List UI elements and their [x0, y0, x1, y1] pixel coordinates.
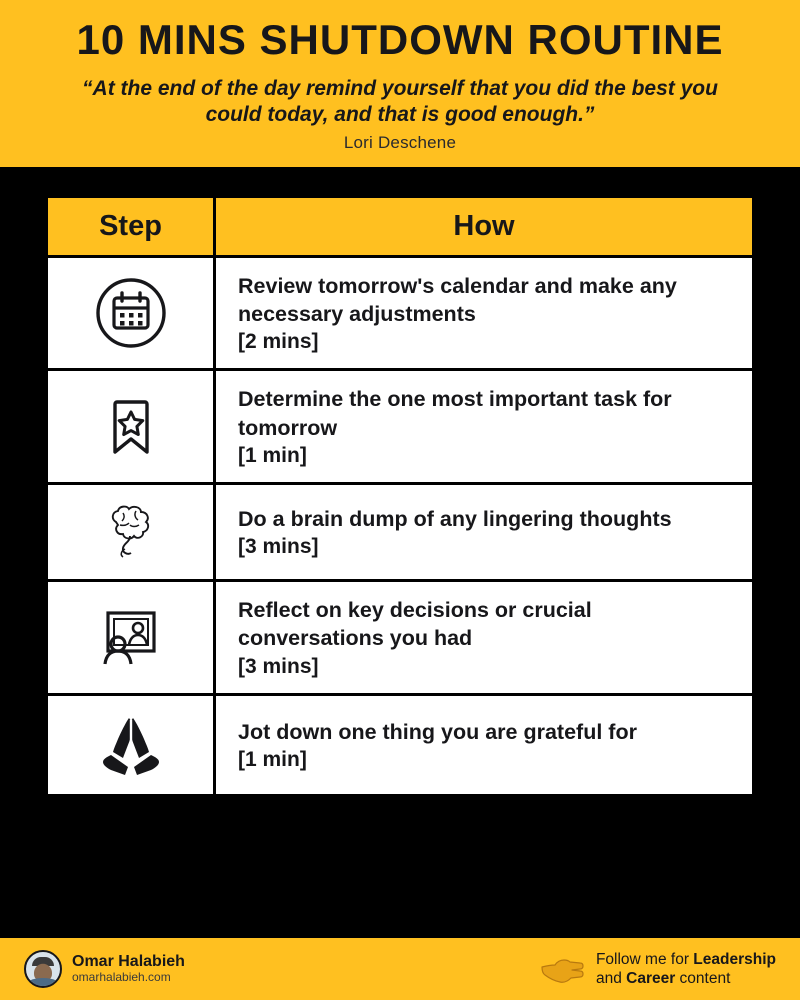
- brand: [72, 953, 185, 985]
- table-row: [48, 258, 752, 369]
- step-description: Reflect on key decisions or crucial conversations you had: [238, 598, 592, 651]
- cta-line-1-bold: Leadership: [693, 950, 776, 968]
- avatar: [24, 950, 62, 988]
- quote-author: Lori Deschene: [343, 132, 457, 152]
- step-duration: [1 min]: [238, 444, 307, 468]
- step-icon-cell: [48, 371, 216, 482]
- step-duration: [2 mins]: [238, 330, 319, 354]
- step-icon-cell: [48, 696, 216, 794]
- step-how-cell: [216, 582, 752, 693]
- pointing-hand-icon: [538, 952, 584, 986]
- step-how-cell: [216, 258, 752, 369]
- cta-line-2: [596, 969, 776, 988]
- column-header-how: How: [216, 198, 752, 255]
- table-header-row: [48, 198, 752, 255]
- cta-line-1-prefix: Follow me for: [595, 950, 694, 968]
- steps-table: [48, 195, 752, 797]
- praying-hands-icon: [94, 706, 168, 784]
- table-row: [48, 371, 752, 482]
- steps-table-container: [0, 167, 800, 938]
- step-how-cell: [216, 371, 752, 482]
- step-icon-cell: [48, 485, 216, 579]
- step-how-cell: [216, 696, 752, 794]
- cta-group: [538, 950, 776, 989]
- step-description: Jot down one thing you are grateful for: [238, 719, 637, 744]
- author-website[interactable]: omarhalabieh.com: [72, 970, 171, 985]
- calendar-icon: [94, 276, 168, 350]
- step-description: Do a brain dump of any lingering thoughts: [238, 506, 672, 531]
- cta-line-2-suffix: content: [675, 970, 731, 987]
- step-how-cell: [216, 485, 752, 579]
- quote-text: “At the end of the day remind yourself that you did the best you could today, and that is good enough.”: [82, 77, 718, 127]
- step-duration: [3 mins]: [238, 535, 319, 559]
- brain-icon: [92, 495, 170, 569]
- cta-line-2-prefix: and: [595, 970, 627, 987]
- photo-people-icon: [91, 600, 171, 674]
- table-row: [48, 485, 752, 579]
- cta-line-1: [596, 950, 776, 969]
- page-title: 10 MINS SHUTDOWN ROUTINE: [76, 16, 724, 63]
- header: [0, 0, 800, 167]
- table-row: [48, 582, 752, 693]
- step-icon-cell: [48, 582, 216, 693]
- step-duration: [1 min]: [238, 748, 307, 772]
- author-name: Omar Halabieh: [72, 952, 185, 970]
- step-icon-cell: [48, 258, 216, 369]
- step-description: Determine the one most important task for tomorrow: [238, 387, 672, 440]
- cta-text: [596, 950, 776, 989]
- table-row: [48, 696, 752, 794]
- bookmark-star-icon: [94, 390, 168, 464]
- cta-line-2-bold: Career: [626, 970, 676, 987]
- avatar-shoulders: [26, 978, 60, 988]
- step-duration: [3 mins]: [238, 654, 319, 678]
- footer: [0, 938, 800, 1000]
- column-header-step: Step: [48, 198, 216, 255]
- step-description: Review tomorrow's calendar and make any necessary adjustments: [238, 273, 677, 326]
